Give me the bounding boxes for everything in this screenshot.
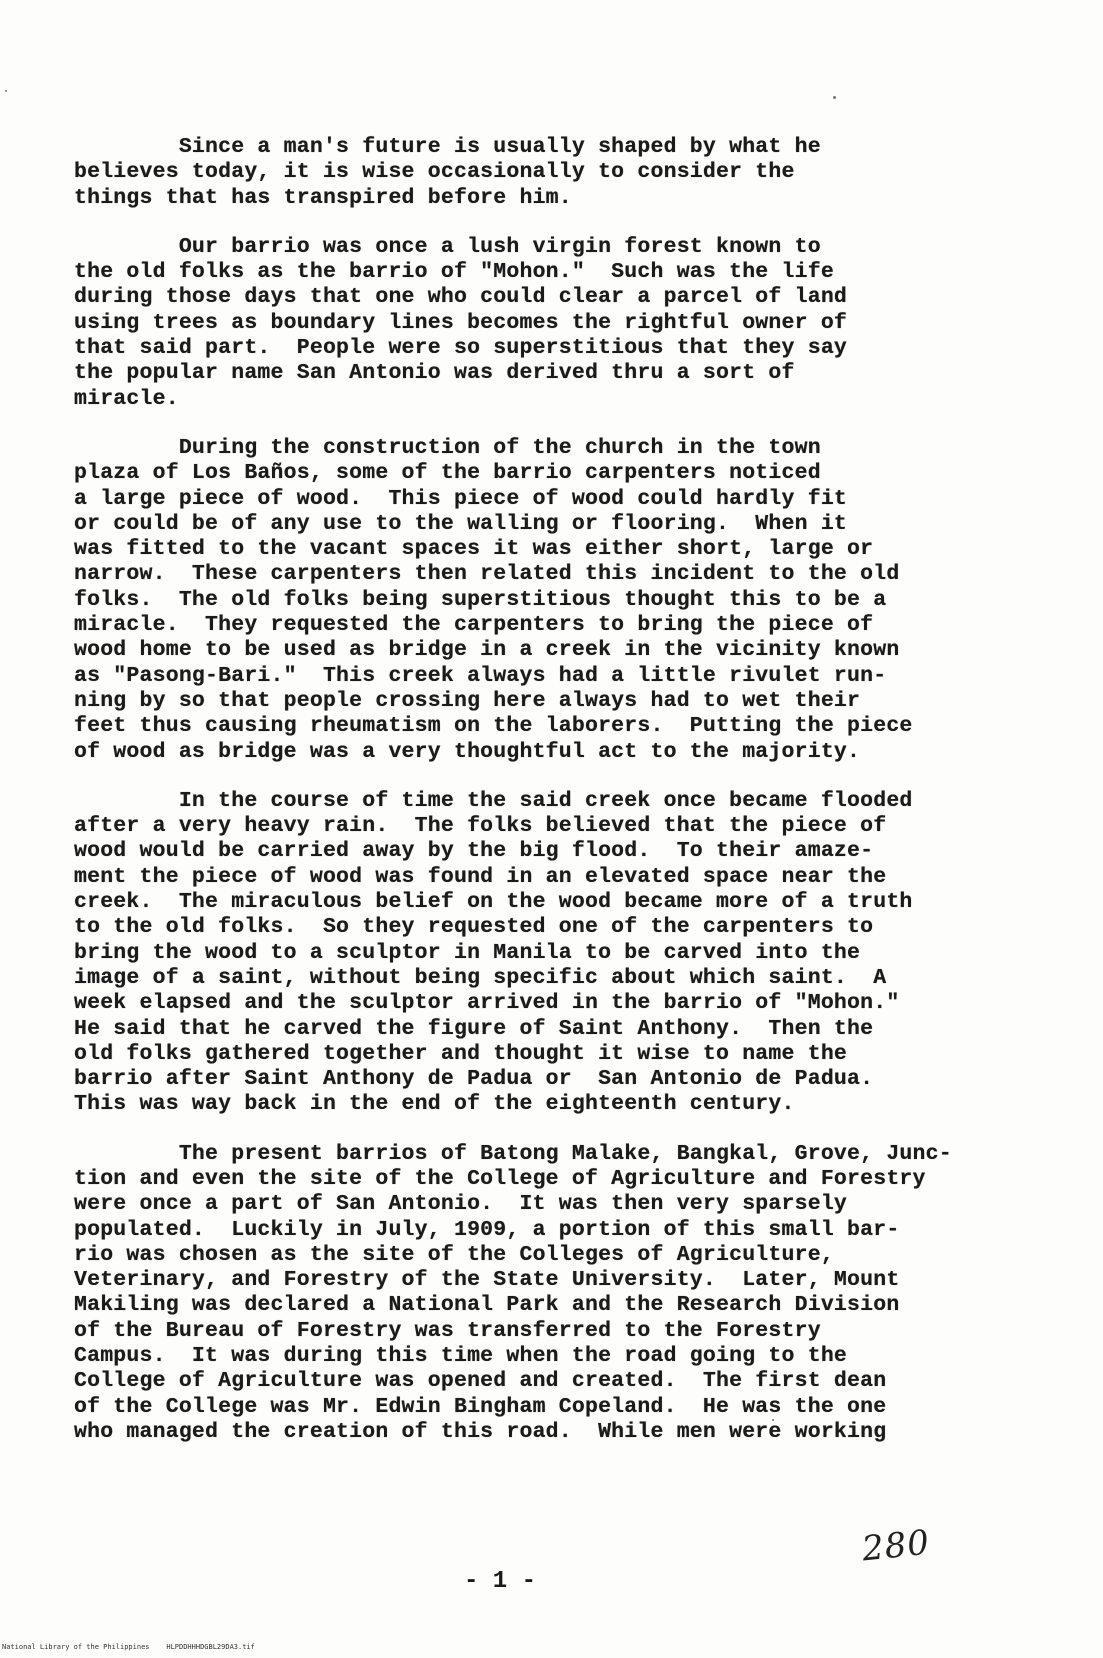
text-line: ning by so that people crossing here always had to wet their (74, 688, 861, 713)
text-line: after a very heavy rain. The folks believed that the piece of (74, 814, 887, 839)
paragraph (74, 1142, 1034, 1446)
text-line: the popular name San Antonio was derived thru a sort of (74, 361, 795, 386)
text-line: of the Bureau of Forestry was transferred to the Forestry (74, 1318, 821, 1343)
text-line: things that has transpired before him. (74, 185, 572, 210)
text-line: image of a saint, without being specific about which saint. A (74, 965, 887, 990)
text-line: Since a man's future is usually shaped by what he (74, 135, 821, 159)
text-line: of wood as bridge was a very thoughtful act to the majority. (74, 739, 861, 764)
text-line: or could be of any use to the walling or flooring. When it (74, 511, 848, 536)
text-line: He said that he carved the figure of Saint Anthony. Then the (74, 1016, 874, 1041)
text-line: In the course of time the said creek once became flooded (74, 788, 913, 813)
text-line: bring the wood to a sculptor in Manila to be carved into the (74, 940, 861, 965)
text-line: old folks gathered together and thought it wise to name the (74, 1041, 848, 1066)
text-line: to the old folks. So they requested one of the carpenters to (74, 915, 874, 940)
text-line: wood home to be used as bridge in a creek in the vicinity known (74, 638, 900, 663)
text-line: narrow. These carpenters then related this incident to the old (74, 562, 900, 587)
text-line: that said part. People were so superstitious that they say (74, 336, 848, 361)
text-line: Makiling was declared a National Park and the Research Division (74, 1293, 900, 1318)
text-line: a large piece of wood. This piece of wood could hardly fit (74, 486, 848, 511)
text-line: folks. The old folks being superstitious thought this to be a (74, 587, 887, 612)
text-line: of the College was Mr. Edwin Bingham Copeland. He was the one (74, 1394, 887, 1419)
text-line: creek. The miraculous belief on the wood became more of a truth (74, 890, 913, 915)
text-line: populated. Luckily in July, 1909, a portion of this small bar- (74, 1217, 900, 1242)
paragraph (74, 235, 1034, 412)
scan-footer: National Library of the Philippines HLPDDHHHDGBL29DA3.tif (2, 1643, 255, 1651)
text-line: who managed the creation of this road. While men were working (74, 1419, 887, 1444)
text-line: miracle. They requested the carpenters to bring the piece of (74, 613, 874, 638)
paragraph (74, 135, 1034, 211)
page-number: - 1 - (463, 1568, 536, 1595)
text-line: Our barrio was once a lush virgin forest known to (74, 234, 821, 259)
text-line: plaza of Los Baños, some of the barrio carpenters noticed (74, 461, 821, 486)
text-line: believes today, it is wise occasionally to consider the (74, 160, 795, 185)
text-line: College of Agriculture was opened and created. The first dean (74, 1369, 887, 1394)
text-line: week elapsed and the sculptor arrived in the barrio of "Mohon." (74, 991, 900, 1016)
text-line: during those days that one who could clear a parcel of land (74, 285, 848, 310)
scan-speck (833, 96, 836, 99)
text-line: The present barrios of Batong Malake, Bangkal, Grove, Junc- (74, 1141, 952, 1166)
text-line: was fitted to the vacant spaces it was either short, large or (74, 537, 874, 562)
text-line: tion and even the site of the College of Agriculture and Forestry (74, 1166, 926, 1191)
text-line: as "Pasong-Bari." This creek always had a little rivulet run- (74, 663, 887, 688)
scan-speck (5, 90, 7, 92)
text-line: wood would be carried away by the big flood. To their amaze- (74, 839, 874, 864)
text-line: the old folks as the barrio of "Mohon." Such was the life (74, 260, 834, 285)
text-line: ment the piece of wood was found in an elevated space near the (74, 864, 887, 889)
text-line: feet thus causing rheumatism on the laborers. Putting the piece (74, 714, 913, 739)
text-line: This was way back in the end of the eighteenth century. (74, 1092, 795, 1117)
text-line: using trees as boundary lines becomes the rightful owner of (74, 310, 848, 335)
text-line: barrio after Saint Anthony de Padua or San Antonio de Padua. (74, 1067, 874, 1092)
text-line: Campus. It was during this time when the road going to the (74, 1344, 848, 1369)
paragraph (74, 436, 1034, 765)
text-line: During the construction of the church in the town (74, 435, 821, 460)
document-body (74, 135, 1034, 1469)
text-line: were once a part of San Antonio. It was then very sparsely (74, 1192, 848, 1217)
text-line: Veterinary, and Forestry of the State University. Later, Mount (74, 1268, 900, 1293)
handwritten-page-annotation: 280 (860, 1522, 932, 1570)
text-line: miracle. (74, 386, 179, 411)
paragraph (74, 789, 1034, 1118)
text-line: rio was chosen as the site of the Colleges of Agriculture, (74, 1242, 834, 1267)
